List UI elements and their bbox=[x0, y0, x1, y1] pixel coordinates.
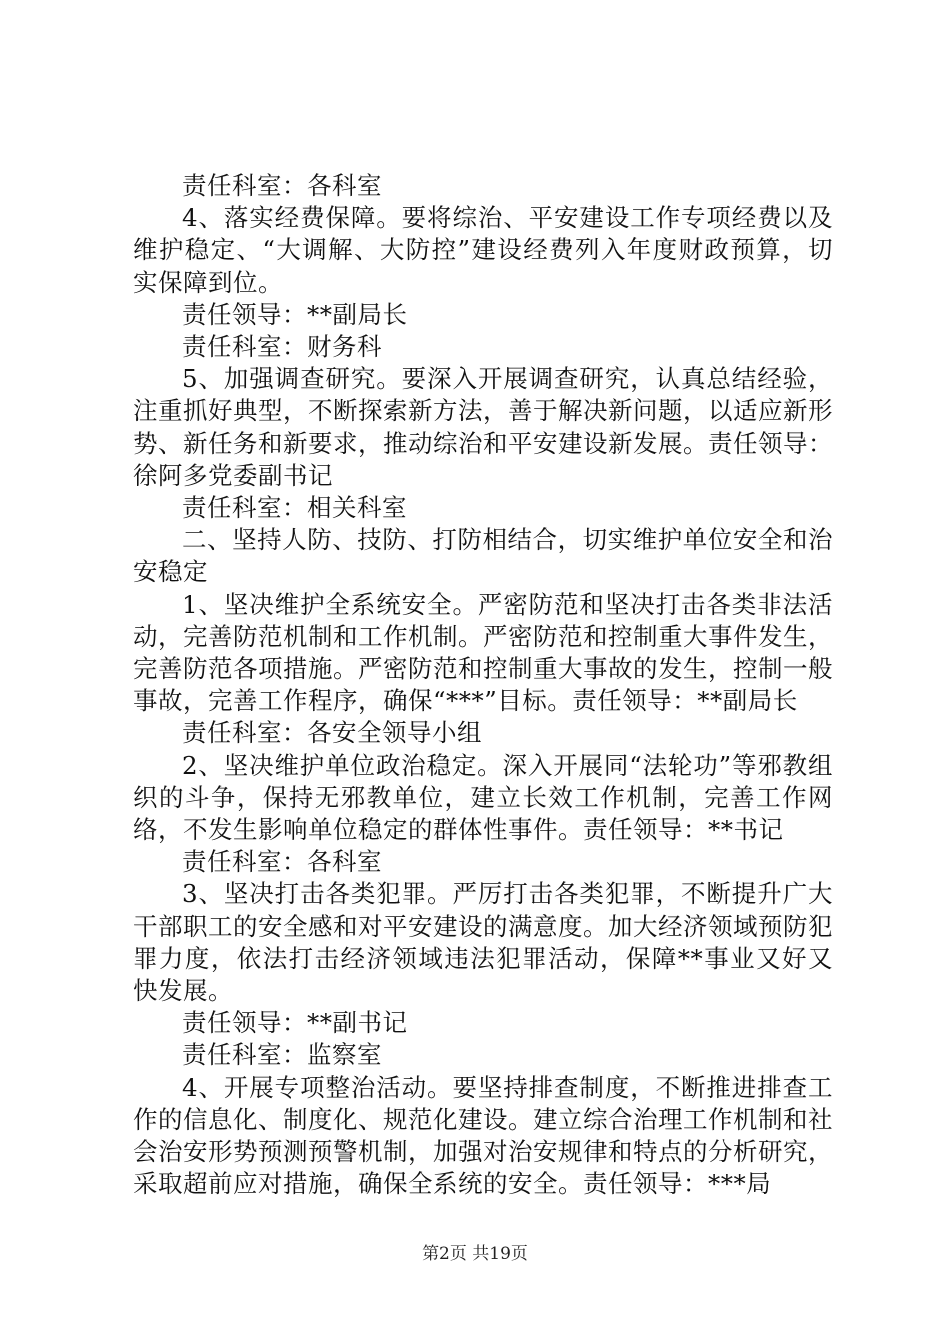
paragraph-system-security: 1、坚决维护全系统安全。严密防范和坚决打击各类非法活动，完善防范机制和工作机制。严密防范和控制重大事件发生，完善防范各项措施。严密防范和控制重大事故的发生，控制一般事故，完善工作程序，确保“***”目标。责任领导：**副局长 bbox=[133, 589, 833, 716]
paragraph-dept-safety-groups: 责任科室：各安全领导小组 bbox=[182, 718, 482, 748]
paragraph-dept-all-2: 责任科室：各科室 bbox=[182, 847, 382, 877]
paragraph-special-campaign: 4、开展专项整治活动。要坚持排查制度，不断推进排查工作的信息化、制度化、规范化建设。建立综合治理工作机制和社会治安形势预测预警机制，加强对治安规律和特点的分析研究，采取超前应对措施，确保全系统的安全。责任领导：***局 bbox=[133, 1072, 833, 1199]
paragraph-leader-deputy-secretary: 责任领导：**副书记 bbox=[182, 1008, 408, 1038]
paragraph-funding: 4、落实经费保障。要将综治、平安建设工作专项经费以及维护稳定、“大调解、大防控”建设经费列入年度财政预算，切实保障到位。 bbox=[133, 203, 833, 297]
paragraph-dept-related: 责任科室：相关科室 bbox=[182, 493, 407, 523]
paragraph-research: 5、加强调查研究。要深入开展调查研究，认真总结经验，注重抓好典型，不断探索新方法，善于解决新问题，以适应新形势、新任务和新要求，推动综治和平安建设新发展。责任领导：徐阿多党委副书记 bbox=[133, 364, 833, 490]
page-number-footer: 第2页 共19页 bbox=[422, 1244, 528, 1264]
paragraph-dept-all: 责任科室：各科室 bbox=[182, 171, 382, 200]
paragraph-dept-finance: 责任科室：财务科 bbox=[182, 332, 382, 362]
paragraph-political-stability: 2、坚决维护单位政治稳定。深入开展同“法轮功”等邪教组织的斗争，保持无邪教单位，建立长效工作机制，完善工作网络，不发生影响单位稳定的群体性事件。责任领导：**书记 bbox=[133, 750, 833, 845]
paragraph-crime: 3、坚决打击各类犯罪。严厉打击各类犯罪，不断提升广大干部职工的安全感和对平安建设的满意度。加大经济领域预防犯罪力度，依法打击经济领域违法犯罪活动，保障**事业又好又快发展。 bbox=[133, 879, 833, 1006]
paragraph-dept-supervision: 责任科室：监察室 bbox=[182, 1040, 382, 1070]
section-heading-two: 二、坚持人防、技防、打防相结合，切实维护单位安全和治安稳定 bbox=[133, 525, 833, 587]
document-body bbox=[133, 170, 833, 1201]
paragraph-leader-deputy-director: 责任领导：**副局长 bbox=[182, 299, 408, 329]
